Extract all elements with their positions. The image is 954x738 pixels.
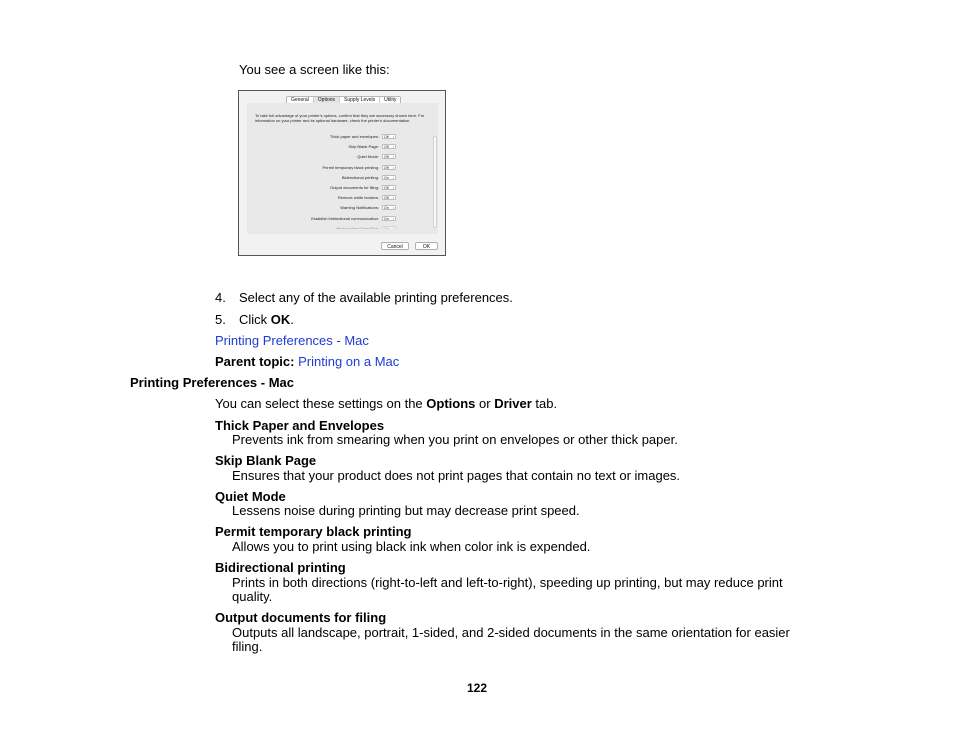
updown-arrows-icon: ↕	[392, 135, 394, 139]
option-select[interactable]	[382, 134, 396, 139]
parent-topic-label: Parent topic:	[215, 354, 295, 369]
options-panel	[247, 103, 438, 234]
option-value: On	[384, 226, 389, 229]
option-label: Thick paper and envelopes:	[329, 134, 379, 139]
setting-desc: Lessens noise during printing but may decrease print speed.	[232, 503, 580, 518]
setting-term: Skip Blank Page	[215, 453, 317, 468]
option-value: On	[384, 216, 389, 221]
step-5-number: 5.	[215, 312, 226, 327]
updown-arrows-icon: ↕	[392, 155, 394, 160]
option-label: Bidirectional printing:	[341, 174, 379, 180]
intro-text: You see a screen like this:	[239, 62, 390, 77]
printer-options-screenshot	[238, 90, 446, 256]
option-label: Quiet Mode:	[357, 154, 379, 160]
option-row	[247, 133, 438, 140]
updown-arrows-icon: ↕	[392, 196, 394, 201]
step-4-number: 4.	[215, 290, 226, 305]
updown-arrows-icon: ↕	[392, 206, 394, 211]
option-row	[247, 174, 438, 181]
option-value: Off	[384, 165, 389, 170]
option-label: Output documents for filing:	[330, 185, 379, 190]
step-4-text: Select any of the available printing preferences.	[239, 290, 513, 305]
step-5-post: .	[290, 312, 294, 327]
parent-topic-link[interactable]: Printing on a Mac	[298, 354, 400, 369]
option-label: Warning Notifications:	[340, 205, 379, 211]
option-select[interactable]	[382, 185, 396, 190]
option-row	[247, 194, 438, 201]
option-select[interactable]	[382, 205, 396, 210]
option-label: Establish bidirectional communication:	[311, 215, 379, 221]
updown-arrows-icon: ↕	[392, 226, 394, 229]
setting-desc: Prevents ink from smearing when you print on envelopes or other thick paper.	[232, 432, 678, 447]
option-value: Off	[384, 186, 389, 190]
step-5-pre: Click	[239, 312, 271, 327]
option-row	[247, 204, 438, 211]
tab-options[interactable]: Options	[314, 97, 340, 105]
tab-utility[interactable]: Utility	[384, 97, 397, 103]
option-value: Off	[384, 155, 389, 160]
page-number: 122	[467, 681, 488, 695]
option-label: Reduce Print Data Size:	[336, 225, 379, 229]
step-5-text	[239, 312, 294, 327]
option-row	[247, 184, 438, 191]
options-intro-text: To take full advantage of your printer's options, confirm that they are accessory shown here. For information on your printer and its optional hardware, check the printer's documentation.	[255, 113, 425, 123]
section-intro: You can select these settings on the Options or Driver tab.	[215, 396, 558, 411]
ok-button[interactable]: OK	[415, 242, 438, 250]
cancel-button[interactable]: Cancel	[381, 242, 409, 250]
option-select[interactable]	[382, 165, 396, 170]
setting-term: Permit temporary black printing	[215, 524, 412, 539]
updown-arrows-icon: ↕	[392, 186, 394, 190]
setting-term: Thick Paper and Envelopes	[215, 418, 385, 433]
updown-arrows-icon: ↕	[392, 145, 394, 150]
option-select[interactable]	[382, 144, 396, 149]
section-heading: Printing Preferences - Mac	[130, 375, 294, 390]
option-select[interactable]	[382, 195, 396, 200]
option-value: On	[384, 175, 389, 180]
option-row	[247, 225, 438, 229]
option-value: Off	[384, 145, 389, 150]
setting-term: Output documents for filing	[215, 610, 387, 625]
options-scrollbar[interactable]	[433, 136, 437, 228]
option-label: Remove white borders:	[337, 195, 379, 201]
setting-term: Bidirectional printing	[215, 560, 346, 575]
setting-desc: quality.	[232, 589, 273, 604]
option-row	[247, 143, 438, 150]
option-value: On	[384, 206, 389, 211]
tab-general[interactable]: General	[287, 97, 314, 105]
option-select[interactable]	[382, 216, 396, 221]
setting-desc: filing.	[232, 639, 263, 654]
setting-desc: Outputs all landscape, portrait, 1-sided, and 2-sided documents in the same orientation for easier	[232, 625, 790, 640]
setting-desc: Prints in both directions (right-to-left and left-to-right), speeding up printing, but may reduce print	[232, 575, 783, 590]
step-5-bold: OK	[270, 312, 291, 327]
option-label: Skip Blank Page:	[348, 144, 379, 150]
printing-preferences-link[interactable]: Printing Preferences - Mac	[215, 333, 369, 348]
updown-arrows-icon: ↕	[392, 175, 394, 180]
updown-arrows-icon: ↕	[392, 165, 394, 170]
option-select[interactable]	[382, 154, 396, 159]
updown-arrows-icon: ↕	[392, 216, 394, 221]
option-row	[247, 215, 438, 222]
option-value: Off	[384, 135, 389, 139]
setting-desc: Allows you to print using black ink when color ink is expended.	[232, 539, 591, 554]
option-select[interactable]	[382, 226, 396, 229]
option-label: Permit temporary black printing:	[322, 164, 379, 170]
parent-topic	[215, 354, 399, 369]
option-select[interactable]	[382, 175, 396, 180]
tab-supply-levels[interactable]: Supply Levels	[340, 97, 380, 105]
option-value: Off	[384, 196, 389, 201]
setting-desc: Ensures that your product does not print pages that contain no text or images.	[232, 468, 681, 483]
setting-term: Quiet Mode	[215, 489, 286, 504]
option-row	[247, 153, 438, 160]
option-row	[247, 164, 438, 171]
